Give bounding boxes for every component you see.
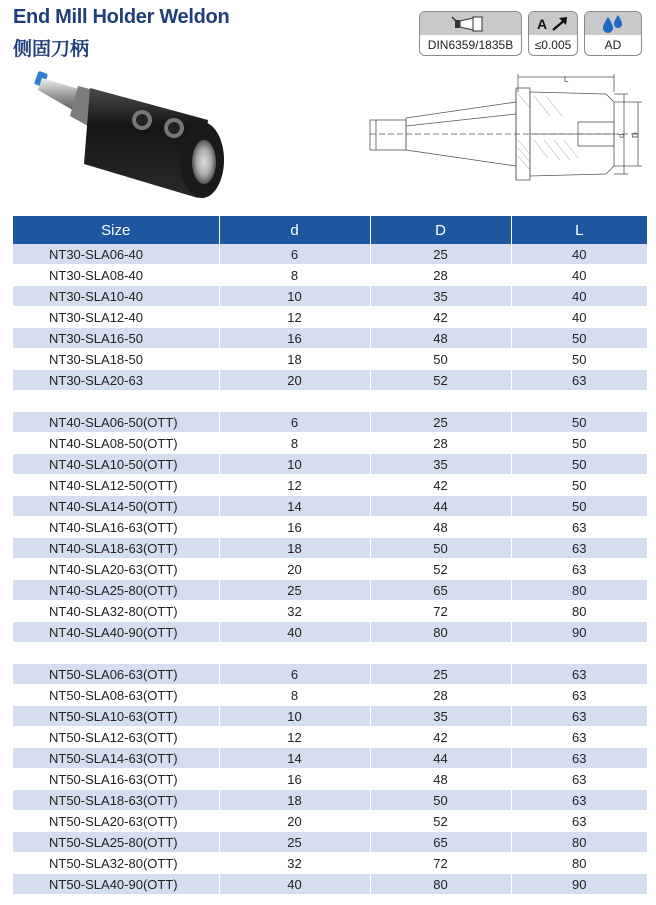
cell-D: 25 — [370, 664, 511, 685]
cell-size: NT40-SLA18-63(OTT) — [13, 538, 219, 559]
cell-d: 32 — [219, 601, 370, 622]
cell-d: 8 — [219, 685, 370, 706]
table-row — [13, 559, 647, 580]
coolant-badge — [584, 11, 642, 56]
runout-arrow-icon — [551, 16, 569, 32]
cell-L: 63 — [511, 370, 647, 391]
cell-L: 50 — [511, 412, 647, 433]
cell-size: NT50-SLA10-63(OTT) — [13, 706, 219, 727]
cell-size: NT40-SLA10-50(OTT) — [13, 454, 219, 475]
cell-size: NT50-SLA40-90(OTT) — [13, 874, 219, 895]
cell-size: NT50-SLA14-63(OTT) — [13, 748, 219, 769]
taper-shank-icon — [451, 15, 491, 33]
cell-D: 28 — [370, 685, 511, 706]
cell-size: NT30-SLA12-40 — [13, 307, 219, 328]
cell-d: 40 — [219, 622, 370, 643]
cell-L: 40 — [511, 286, 647, 307]
cell-D: 80 — [370, 622, 511, 643]
cell-L: 63 — [511, 811, 647, 832]
table-row — [13, 454, 647, 475]
cell-D: 44 — [370, 748, 511, 769]
cell-L: 63 — [511, 559, 647, 580]
cell-D: 52 — [370, 370, 511, 391]
table-row — [13, 664, 647, 685]
cell-L: 63 — [511, 790, 647, 811]
cell-d: 14 — [219, 496, 370, 517]
table-row — [13, 286, 647, 307]
cell-size: NT40-SLA12-50(OTT) — [13, 475, 219, 496]
page-subtitle: 侧固刀柄 — [13, 39, 90, 60]
cell-size: NT30-SLA18-50 — [13, 349, 219, 370]
cell-d: 25 — [219, 580, 370, 601]
cell-d: 16 — [219, 769, 370, 790]
cell-size: NT30-SLA06-40 — [13, 244, 219, 265]
cell-size: NT40-SLA20-63(OTT) — [13, 559, 219, 580]
table-row — [13, 433, 647, 454]
cell-D: 52 — [370, 811, 511, 832]
coolant-drops-icon — [600, 14, 626, 34]
cell-d: 18 — [219, 790, 370, 811]
cell-D: 35 — [370, 454, 511, 475]
cell-L: 40 — [511, 244, 647, 265]
table-row — [13, 580, 647, 601]
table-row — [13, 328, 647, 349]
col-D-header: D — [370, 216, 511, 244]
cell-size: NT50-SLA16-63(OTT) — [13, 769, 219, 790]
cell-d: 12 — [219, 727, 370, 748]
table-row — [13, 769, 647, 790]
cell-d: 18 — [219, 349, 370, 370]
cell-L: 63 — [511, 769, 647, 790]
cell-D: 50 — [370, 538, 511, 559]
cell-d: 10 — [219, 286, 370, 307]
group-spacer — [13, 391, 647, 412]
cell-L: 63 — [511, 538, 647, 559]
cell-size: NT30-SLA16-50 — [13, 328, 219, 349]
cell-size: NT40-SLA25-80(OTT) — [13, 580, 219, 601]
runout-symbol: A — [536, 15, 548, 32]
cell-D: 35 — [370, 706, 511, 727]
cell-d: 6 — [219, 664, 370, 685]
cell-d: 25 — [219, 832, 370, 853]
cell-D: 44 — [370, 496, 511, 517]
cell-size: NT50-SLA32-80(OTT) — [13, 853, 219, 874]
cell-d: 10 — [219, 454, 370, 475]
standard-badge — [419, 11, 522, 56]
dim-d-label: d — [617, 133, 626, 138]
cell-D: 28 — [370, 433, 511, 454]
cell-L: 50 — [511, 349, 647, 370]
table-row — [13, 706, 647, 727]
cell-L: 80 — [511, 601, 647, 622]
table-row — [13, 496, 647, 517]
dim-D-label: D — [631, 132, 640, 138]
cell-d: 16 — [219, 517, 370, 538]
standard-label: DIN6359/1835B — [427, 38, 514, 52]
cell-D: 42 — [370, 475, 511, 496]
cell-d: 12 — [219, 307, 370, 328]
cell-d: 8 — [219, 433, 370, 454]
cell-L: 80 — [511, 853, 647, 874]
cell-D: 48 — [370, 328, 511, 349]
cell-D: 35 — [370, 286, 511, 307]
table-row — [13, 685, 647, 706]
cell-D: 72 — [370, 601, 511, 622]
col-L-header: L — [511, 216, 647, 244]
col-d-header: d — [219, 216, 370, 244]
table-row — [13, 538, 647, 559]
holder-photo — [30, 68, 240, 208]
page-title: End Mill Holder Weldon — [13, 6, 230, 28]
cell-D: 52 — [370, 559, 511, 580]
cell-size: NT30-SLA10-40 — [13, 286, 219, 307]
group-spacer — [13, 643, 647, 664]
table-row — [13, 811, 647, 832]
cell-D: 50 — [370, 790, 511, 811]
spacer-cell — [13, 391, 647, 412]
table-row — [13, 874, 647, 895]
cell-L: 63 — [511, 727, 647, 748]
spec-table — [13, 216, 647, 895]
cell-L: 63 — [511, 664, 647, 685]
cell-L: 50 — [511, 496, 647, 517]
table-row — [13, 622, 647, 643]
cell-L: 50 — [511, 454, 647, 475]
cell-D: 28 — [370, 265, 511, 286]
cell-L: 50 — [511, 328, 647, 349]
cell-size: NT40-SLA08-50(OTT) — [13, 433, 219, 454]
cell-d: 6 — [219, 244, 370, 265]
cell-D: 72 — [370, 853, 511, 874]
cell-L: 63 — [511, 517, 647, 538]
table-row — [13, 244, 647, 265]
cell-d: 10 — [219, 706, 370, 727]
table-row — [13, 475, 647, 496]
cell-L: 90 — [511, 874, 647, 895]
cell-L: 63 — [511, 706, 647, 727]
cell-D: 48 — [370, 517, 511, 538]
cell-d: 18 — [219, 538, 370, 559]
cell-d: 32 — [219, 853, 370, 874]
cell-D: 50 — [370, 349, 511, 370]
table-row — [13, 349, 647, 370]
spacer-cell — [13, 643, 647, 664]
table-row — [13, 727, 647, 748]
cell-size: NT30-SLA08-40 — [13, 265, 219, 286]
cell-size: NT40-SLA40-90(OTT) — [13, 622, 219, 643]
cell-D: 25 — [370, 244, 511, 265]
table-row — [13, 748, 647, 769]
cell-L: 50 — [511, 475, 647, 496]
cell-L: 80 — [511, 832, 647, 853]
coolant-label: AD — [604, 38, 622, 52]
table-row — [13, 601, 647, 622]
cell-size: NT50-SLA08-63(OTT) — [13, 685, 219, 706]
technical-drawing — [368, 74, 646, 200]
cell-D: 48 — [370, 769, 511, 790]
cell-size: NT40-SLA32-80(OTT) — [13, 601, 219, 622]
table-row — [13, 853, 647, 874]
table-body — [13, 244, 647, 895]
cell-L: 80 — [511, 580, 647, 601]
cell-size: NT50-SLA12-63(OTT) — [13, 727, 219, 748]
cell-size: NT50-SLA06-63(OTT) — [13, 664, 219, 685]
table-row — [13, 370, 647, 391]
cell-D: 80 — [370, 874, 511, 895]
cell-d: 40 — [219, 874, 370, 895]
cell-L: 40 — [511, 265, 647, 286]
cell-size: NT50-SLA20-63(OTT) — [13, 811, 219, 832]
cell-L: 50 — [511, 433, 647, 454]
cell-d: 20 — [219, 370, 370, 391]
cell-d: 20 — [219, 559, 370, 580]
cell-size: NT40-SLA14-50(OTT) — [13, 496, 219, 517]
cell-D: 42 — [370, 727, 511, 748]
cell-L: 90 — [511, 622, 647, 643]
table-row — [13, 790, 647, 811]
cell-d: 12 — [219, 475, 370, 496]
cell-size: NT40-SLA16-63(OTT) — [13, 517, 219, 538]
table-row — [13, 517, 647, 538]
cell-L: 63 — [511, 685, 647, 706]
cell-D: 25 — [370, 412, 511, 433]
cell-d: 20 — [219, 811, 370, 832]
col-size-header: Size — [13, 216, 219, 244]
cell-L: 63 — [511, 748, 647, 769]
runout-badge — [528, 11, 578, 56]
dim-L-label: L — [564, 75, 569, 84]
cell-L: 40 — [511, 307, 647, 328]
table-row — [13, 412, 647, 433]
cell-d: 14 — [219, 748, 370, 769]
spec-badges — [419, 11, 642, 56]
cell-D: 65 — [370, 832, 511, 853]
table-row — [13, 307, 647, 328]
cell-D: 42 — [370, 307, 511, 328]
cell-d: 8 — [219, 265, 370, 286]
cell-d: 16 — [219, 328, 370, 349]
runout-label: ≤0.005 — [534, 38, 572, 52]
cell-size: NT40-SLA06-50(OTT) — [13, 412, 219, 433]
table-header-row — [13, 216, 647, 244]
cell-size: NT50-SLA18-63(OTT) — [13, 790, 219, 811]
cell-size: NT30-SLA20-63 — [13, 370, 219, 391]
table-row — [13, 265, 647, 286]
cell-size: NT50-SLA25-80(OTT) — [13, 832, 219, 853]
cell-d: 6 — [219, 412, 370, 433]
cell-D: 65 — [370, 580, 511, 601]
table-row — [13, 832, 647, 853]
